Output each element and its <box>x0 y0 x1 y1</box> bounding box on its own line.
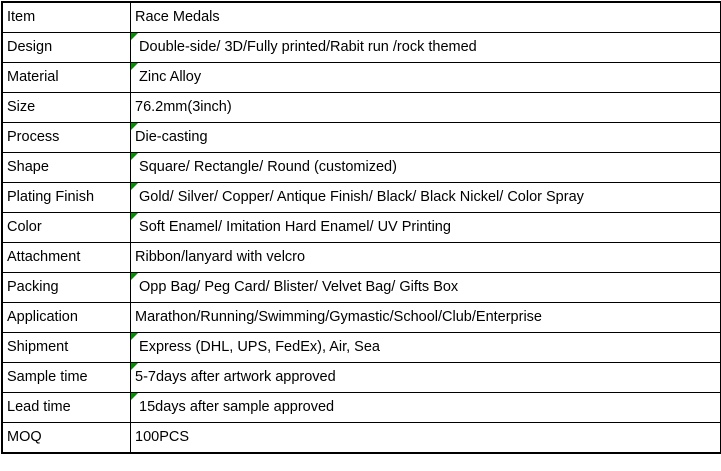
spec-value: Ribbon/lanyard with velcro <box>135 248 306 265</box>
cell-error-indicator-triangle-icon <box>131 63 138 70</box>
spec-value-cell <box>131 183 721 213</box>
spec-label-cell <box>2 93 131 123</box>
product-spec-table <box>1 1 721 454</box>
spec-label: Item <box>7 8 36 25</box>
spec-label-cell <box>2 393 131 423</box>
spec-value: Double-side/ 3D/Fully printed/Rabit run /rock themed <box>135 38 477 55</box>
spec-label-cell <box>2 2 131 33</box>
cell-error-indicator-triangle-icon <box>131 153 138 160</box>
spec-value: 5-7days after artwork approved <box>135 368 336 385</box>
spec-value: 15days after sample approved <box>135 398 335 415</box>
spec-value: Die-casting <box>135 128 208 145</box>
cell-error-indicator-triangle-icon <box>131 213 138 220</box>
spec-label: MOQ <box>7 428 42 445</box>
spec-label: Attachment <box>7 248 81 265</box>
table-row <box>2 153 721 183</box>
table-row <box>2 363 721 393</box>
spec-value-cell <box>131 93 721 123</box>
table-row <box>2 303 721 333</box>
spec-label-cell <box>2 123 131 153</box>
spec-value-cell <box>131 393 721 423</box>
spec-value: Marathon/Running/Swimming/Gymastic/School/Club/Enterprise <box>135 308 542 325</box>
spec-label: Lead time <box>7 398 71 415</box>
spec-label: Shape <box>7 158 49 175</box>
cell-error-indicator-triangle-icon <box>131 183 138 190</box>
spec-label-cell <box>2 153 131 183</box>
spec-label: Color <box>7 218 42 235</box>
spec-label: Shipment <box>7 338 69 355</box>
spec-value: Zinc Alloy <box>135 68 202 85</box>
spec-label-cell <box>2 333 131 363</box>
spec-value-cell <box>131 33 721 63</box>
spec-label-cell <box>2 243 131 273</box>
spec-label: Sample time <box>7 368 88 385</box>
cell-error-indicator-triangle-icon <box>131 393 138 400</box>
spec-value-cell <box>131 2 721 33</box>
spec-label-cell <box>2 63 131 93</box>
cell-error-indicator-triangle-icon <box>131 333 138 340</box>
spec-value-cell <box>131 213 721 243</box>
cell-error-indicator-triangle-icon <box>131 33 138 40</box>
table-row <box>2 93 721 123</box>
table-row <box>2 123 721 153</box>
spec-label-cell <box>2 183 131 213</box>
table-row <box>2 243 721 273</box>
table-row <box>2 273 721 303</box>
spec-label-cell <box>2 363 131 393</box>
spec-value: Gold/ Silver/ Copper/ Antique Finish/ Black/ Black Nickel/ Color Spray <box>135 188 584 205</box>
spec-value-cell <box>131 153 721 183</box>
spec-label-cell <box>2 213 131 243</box>
spec-value: Soft Enamel/ Imitation Hard Enamel/ UV Printing <box>135 218 451 235</box>
spec-value-cell <box>131 243 721 273</box>
spec-value-cell <box>131 303 721 333</box>
spec-value: Express (DHL, UPS, FedEx), Air, Sea <box>135 338 380 355</box>
spec-value: 100PCS <box>135 428 190 445</box>
spec-value: Race Medals <box>135 8 220 25</box>
spec-value: Opp Bag/ Peg Card/ Blister/ Velvet Bag/ Gifts Box <box>135 278 459 295</box>
spec-label: Packing <box>7 278 59 295</box>
table-row <box>2 183 721 213</box>
spec-label: Design <box>7 38 53 55</box>
cell-error-indicator-triangle-icon <box>131 123 138 130</box>
spec-value-cell <box>131 273 721 303</box>
table-row <box>2 393 721 423</box>
spec-label: Size <box>7 98 36 115</box>
spec-value-cell <box>131 63 721 93</box>
spec-value: 76.2mm(3inch) <box>135 98 232 115</box>
table-row <box>2 63 721 93</box>
spec-value-cell <box>131 333 721 363</box>
cell-error-indicator-triangle-icon <box>131 363 138 370</box>
spec-label: Material <box>7 68 59 85</box>
spec-label-cell <box>2 33 131 63</box>
spec-label-cell <box>2 303 131 333</box>
table-row <box>2 423 721 454</box>
spec-label: Plating Finish <box>7 188 95 205</box>
spec-label-cell <box>2 273 131 303</box>
table-row <box>2 213 721 243</box>
table-row <box>2 333 721 363</box>
spec-label: Application <box>7 308 78 325</box>
spec-label-cell <box>2 423 131 454</box>
cell-error-indicator-triangle-icon <box>131 273 138 280</box>
table-row <box>2 2 721 33</box>
table-row <box>2 33 721 63</box>
spec-value: Square/ Rectangle/ Round (customized) <box>135 158 397 175</box>
spec-value-cell <box>131 123 721 153</box>
spec-value-cell <box>131 363 721 393</box>
spec-value-cell <box>131 423 721 454</box>
spec-label: Process <box>7 128 60 145</box>
